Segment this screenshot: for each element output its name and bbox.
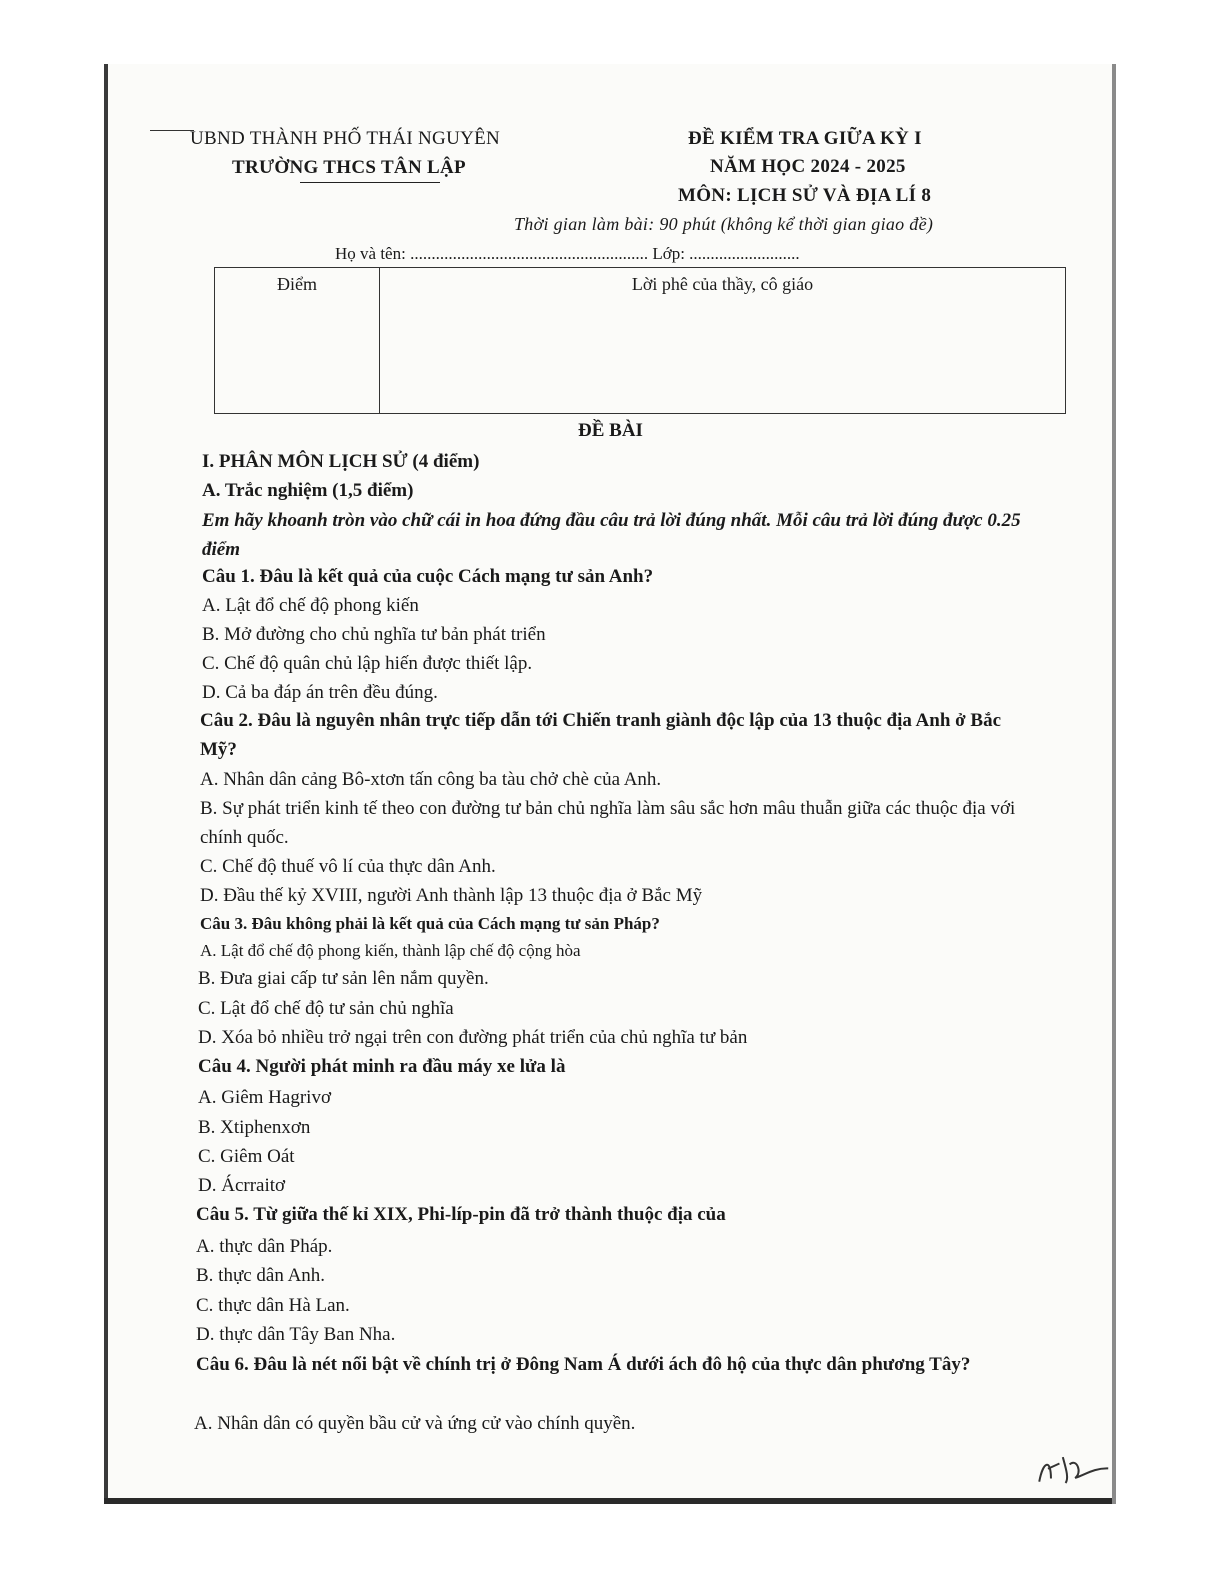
exam-title: ĐỀ KIỂM TRA GIỮA KỲ I xyxy=(688,128,922,149)
q3-option-d: D. Xóa bỏ nhiều trở ngại trên con đường phát triển của chủ nghĩa tư bản xyxy=(198,1027,748,1048)
q2-option-b: B. Sự phát triển kinh tế theo con đường tư bản chủ nghĩa làm sâu sắc hơn mâu thuẫn giữa các thuộc địa với chính quốc. xyxy=(200,798,1016,848)
q5-option-c: C. thực dân Hà Lan. xyxy=(196,1295,350,1316)
q4-option-d: D. Ácrraitơ xyxy=(198,1175,286,1196)
question-2: Câu 2. Đâu là nguyên nhân trực tiếp dẫn tới Chiến tranh giành độc lập của 13 thuộc địa Anh ở Bắc Mỹ? xyxy=(200,710,1002,760)
grade-table xyxy=(214,267,1066,414)
question-1: Câu 1. Đâu là kết quả của cuộc Cách mạng tư sản Anh? xyxy=(202,566,654,587)
header-rule xyxy=(150,130,194,131)
teacher-comment-cell: Lời phê của thầy, cô giáo xyxy=(380,268,1066,414)
q6-option-a: A. Nhân dân có quyền bầu cử và ứng cử vào chính quyền. xyxy=(194,1413,636,1434)
q4-option-c: C. Giêm Oát xyxy=(198,1146,295,1167)
instruction-text: Em hãy khoanh tròn vào chữ cái in hoa đứng đầu câu trả lời đúng nhất. Mỗi câu trả lời đúng được 0.25 điểm xyxy=(202,510,1021,560)
exam-duration: Thời gian làm bài: 90 phút (không kể thời gian giao đề) xyxy=(514,214,934,234)
question-4: Câu 4. Người phát minh ra đầu máy xe lửa là xyxy=(198,1056,566,1077)
q4-option-b: B. Xtiphenxơn xyxy=(198,1117,311,1138)
q2-option-d: D. Đầu thế kỷ XVIII, người Anh thành lập 13 thuộc địa ở Bắc Mỹ xyxy=(200,885,703,906)
q3-option-a: A. Lật đổ chế độ phong kiến, thành lập chế độ cộng hòa xyxy=(200,941,581,960)
q3-option-c: C. Lật đổ chế độ tư sản chủ nghĩa xyxy=(198,998,454,1019)
question-6: Câu 6. Đâu là nét nổi bật về chính trị ở Đông Nam Á dưới ách đô hộ của thực dân phương Tây? xyxy=(196,1354,971,1375)
q1-option-d: D. Cả ba đáp án trên đều đúng. xyxy=(202,682,438,703)
q5-option-d: D. thực dân Tây Ban Nha. xyxy=(196,1324,396,1345)
q5-option-a: A. thực dân Pháp. xyxy=(196,1236,333,1257)
exam-heading: ĐỀ BÀI xyxy=(578,420,643,441)
name-class-line: Họ và tên: ........................................................ Lớp: .......................... xyxy=(335,244,800,263)
q1-option-a: A. Lật đổ chế độ phong kiến xyxy=(202,595,419,616)
q1-option-b: B. Mở đường cho chủ nghĩa tư bản phát triển xyxy=(202,624,546,645)
school-name: TRƯỜNG THCS TÂN LẬP xyxy=(232,157,466,178)
q5-option-b: B. thực dân Anh. xyxy=(196,1265,326,1286)
part-heading: I. PHÂN MÔN LỊCH SỬ (4 điểm) xyxy=(202,451,480,472)
question-5: Câu 5. Từ giữa thế kỉ XIX, Phi-líp-pin đã trở thành thuộc địa của xyxy=(196,1204,726,1225)
q4-option-a: A. Giêm Hagrivơ xyxy=(198,1087,331,1108)
q1-option-c: C. Chế độ quân chủ lập hiến được thiết lập. xyxy=(202,653,533,674)
subject-title: MÔN: LỊCH SỬ VÀ ĐỊA LÍ 8 xyxy=(678,185,932,206)
page-bottom-edge xyxy=(104,1498,1112,1504)
q2-option-a: A. Nhân dân cảng Bô-xtơn tấn công ba tàu chở chè của Anh. xyxy=(200,769,662,790)
score-cell: Điểm xyxy=(215,268,380,414)
authority-name: UBND THÀNH PHỐ THÁI NGUYÊN xyxy=(190,128,501,149)
question-3: Câu 3. Đâu không phải là kết quả của Cách mạng tư sản Pháp? xyxy=(200,914,660,933)
section-heading: A. Trắc nghiệm (1,5 điểm) xyxy=(202,480,414,501)
q3-option-b: B. Đưa giai cấp tư sản lên nắm quyền. xyxy=(198,968,489,989)
handwritten-signature xyxy=(1032,1444,1116,1492)
school-underline xyxy=(300,182,440,183)
school-year: NĂM HỌC 2024 - 2025 xyxy=(710,156,906,177)
q2-option-c: C. Chế độ thuế vô lí của thực dân Anh. xyxy=(200,856,496,877)
